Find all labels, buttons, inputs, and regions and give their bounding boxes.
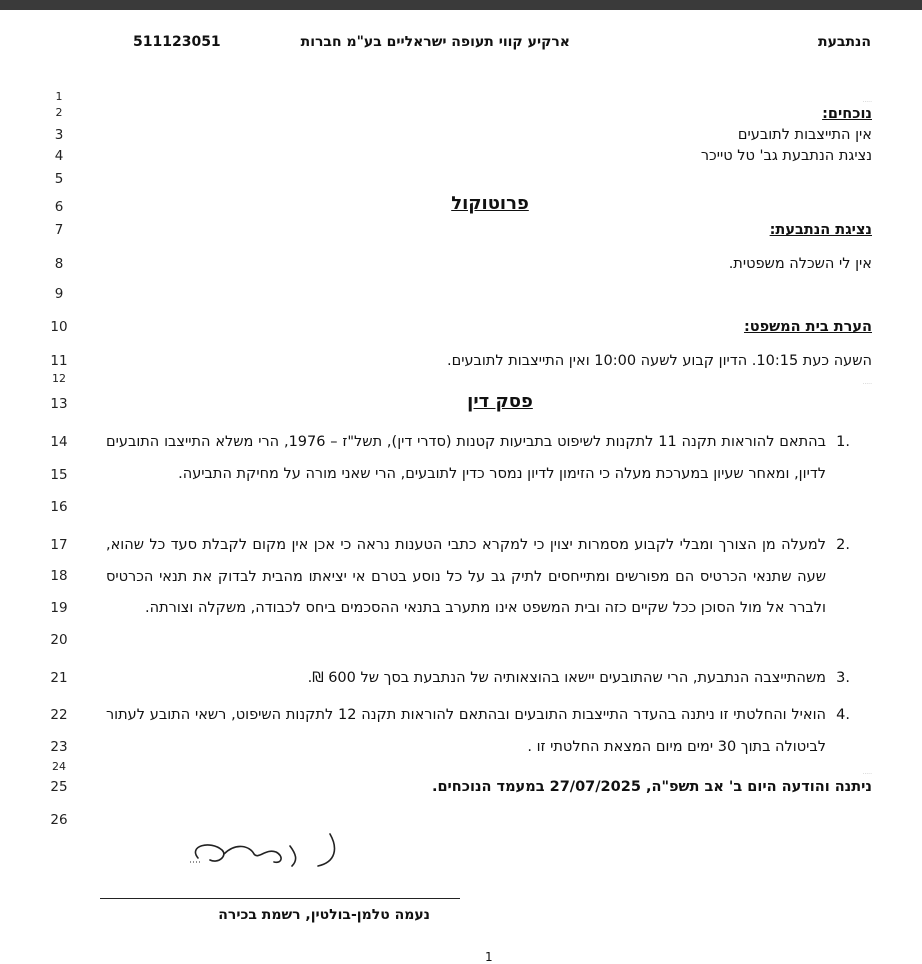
line-number: 4 <box>54 148 64 164</box>
top-bar <box>0 0 922 10</box>
judgment-paragraph: משהתייצבה הנתבעת, הרי שהתובעים יישאו בהוצאותיה של הנתבעת בסך של 600 ₪. <box>307 670 826 686</box>
company-number: 511123051 <box>133 34 221 50</box>
given-line: ניתנה והודעה היום ב' אב תשפ"ה, 27/07/2025 במעמד הנוכחים. <box>431 779 872 795</box>
judgment-paragraph: הואיל והחלטתי זו ניתנה בהעדר התייצבות התובעים ובהתאם להוראות תקנה 12 לתקנות השיפוט, רשאי התובע לעתור לביטולה בתוך 30 ימים מיום המצאת החלטתי זו . <box>106 707 826 755</box>
line-number: 19 <box>50 600 68 616</box>
line-number: 2 <box>55 106 63 119</box>
paragraph-number: 3. <box>836 670 850 686</box>
signature-line <box>100 898 460 899</box>
line-number: 3 <box>54 127 64 143</box>
line-number: 10 <box>50 319 68 335</box>
attendees-heading: נוכחים: <box>822 106 872 122</box>
party-name: ארקיע קווי תעופה ישראליים בע"מ חברות <box>300 34 570 50</box>
page-number: 1 <box>485 950 493 964</box>
paragraph-number: 2. <box>836 537 850 553</box>
judgment-title: פסק דין <box>467 391 533 412</box>
line-number: 12 <box>52 372 66 385</box>
line-number: 23 <box>50 739 68 755</box>
defendant-rep-text: אין לי השכלה משפטית. <box>728 256 872 272</box>
line-number: 22 <box>50 707 68 723</box>
line-number: 13 <box>50 396 68 412</box>
line-number: 20 <box>50 632 68 648</box>
line-number: 14 <box>50 434 68 450</box>
party-role: הנתבעת <box>818 34 871 50</box>
line-number: 16 <box>50 499 68 515</box>
attendees-line: נציגת הנתבעת גב' טל טייכר <box>700 148 872 164</box>
court-note-text: השעה כעת 10:15. הדיון קבוע לשעה 10:00 ואין התייצבות לתובעים. <box>446 353 872 369</box>
paragraph-number: 1. <box>836 434 850 450</box>
line-number: 11 <box>50 353 68 369</box>
line-number: 15 <box>50 467 68 483</box>
handwritten-signature <box>180 828 360 876</box>
attendees-line: אין התייצבות לתובעים <box>737 127 872 143</box>
court-note-heading: הערת בית המשפט: <box>743 319 872 335</box>
line-number: 21 <box>50 670 68 686</box>
line-number: 6 <box>54 199 64 215</box>
line-number: 7 <box>54 222 64 238</box>
line-number: 18 <box>50 568 68 584</box>
line-number: 24 <box>52 760 66 773</box>
signatory-name: נעמה טלמן-בולטין, רשמת בכירה <box>218 907 430 923</box>
margin-mark: ····· <box>862 99 872 106</box>
paragraph-number: 4. <box>836 707 850 723</box>
line-number: 26 <box>50 812 68 828</box>
judgment-paragraph: למעלה מן הצורך ומבלי לקבוע מסמרות יצוין כי למקרא כתבי הטענות נראה כי אכן אין מקום לקבלת סעד כל שהוא, שעה שתנאי הכרטיס הם מפורשים ומתייחסים לתיק גב על כל נוסע בטרם אי יציאתו מהבית לבדוק את תנאי הכרטיס ולברר אל מול הסוכן ככל שקיים כזה ובית המשפט אינו מתערב בתנאי ההסכמים ביחס לכבודה, משקלה וצורתה. <box>106 537 826 616</box>
judgment-paragraph: בהתאם להוראות תקנה 11 לתקנות לשיפוט בתביעות קטנות (סדרי דין), תשל"ז – 1976, הרי משלא התייצבו התובעים לדיון, ומאחר שעיון במערכת מעלה כי הזימון לדיון נמסר כדין לתובעים, הרי שאני מורה על מחיקת התביעה. <box>106 434 826 482</box>
defendant-rep-heading: נציגת הנתבעת: <box>769 222 872 238</box>
margin-mark: ····· <box>862 381 872 388</box>
protocol-title: פרוטוקול <box>451 193 529 214</box>
line-number: 25 <box>50 779 68 795</box>
line-number: 9 <box>54 286 64 302</box>
line-number: 17 <box>50 537 68 553</box>
line-number: 5 <box>54 171 64 187</box>
margin-mark: ····· <box>862 771 872 778</box>
line-number: 1 <box>55 90 63 103</box>
line-number: 8 <box>54 256 64 272</box>
